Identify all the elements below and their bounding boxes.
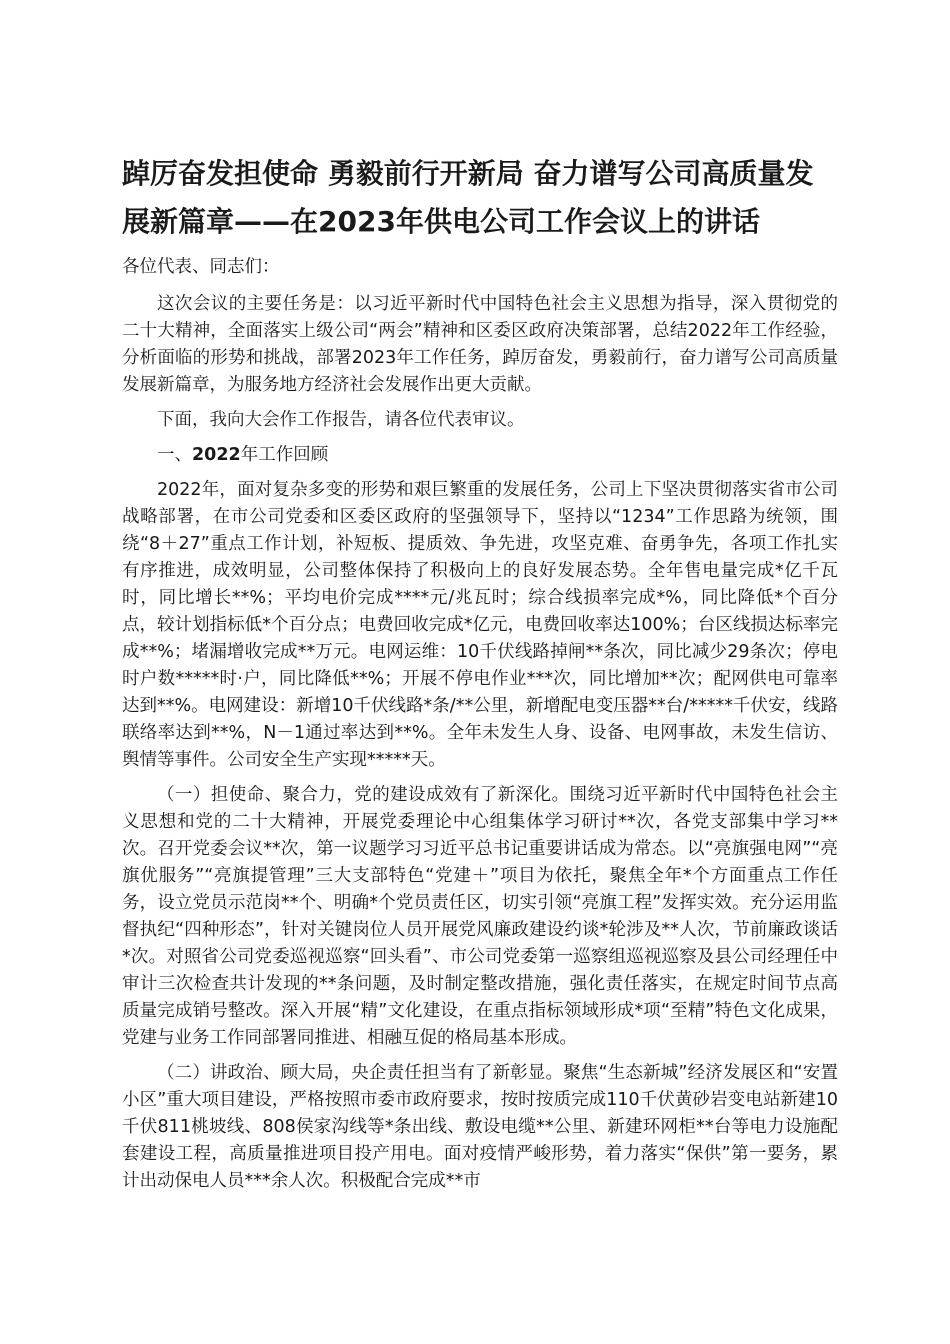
section-suffix: 年工作回顾 bbox=[240, 445, 329, 465]
section-prefix: 一、 bbox=[157, 445, 192, 465]
document-title bbox=[122, 150, 838, 246]
subsection-paragraph: （一）担使命、聚合力，党的建设成效有了新深化。围绕习近平新时代中国特色社会主义思想和党的二十大精神，开展党委理论中心组集体学习研讨**次，各党支部集中学习**次。召开党委会议**次，第一议题学习习近平总书记重要讲话成为常态。以“亮旗强电网”“亮旗优服务”“亮旗提管理”三大支部特色“党建＋”项目为依托，聚焦全年*个方面重点工作任务，设立党员示范岗**个、明确*个党员责任区，切实引领“亮旗工程”发挥实效。充分运用监督执纪“四种形态”，针对关键岗位人员开展党风廉政建设约谈*轮涉及**人次，节前廉政谈话*次。对照省公司党委巡视巡察“回头看”、市公司党委第一巡察组巡视巡察及县公司经理任中审计三次检查共计发现的**条问题，及时制定整改措施，强化责任落实，在规定时间节点高质量完成销号整改。深入开展“精”文化建设，在重点指标领域形成*项“至精”特色文化成果，党建与业务工作同部署同推进、相融互促的格局基本形成。 bbox=[122, 785, 838, 1048]
paragraph: 下面，我向大会作工作报告，请各位代表审议。 bbox=[157, 410, 525, 430]
salutation: 各位代表、同志们： bbox=[122, 257, 280, 277]
title-year: 2023 bbox=[318, 205, 396, 238]
document-page bbox=[122, 150, 838, 1203]
title-text-end: 年供电公司工作会议上的讲话 bbox=[395, 205, 760, 238]
section-year: 2022 bbox=[192, 445, 241, 465]
title-text: 踔厉奋发担使命 勇毅前行开新局 奋力谱写公司高质量发展新篇章——在 bbox=[122, 157, 814, 238]
paragraph: 这次会议的主要任务是：以习近平新时代中国特色社会主义思想为指导，深入贯彻党的二十大精神，全面落实上级公司“两会”精神和区委区政府决策部署，总结2022年工作经验，分析面临的形势和挑战，部署2023年工作任务，踔厉奋发，勇毅前行，奋力谱写公司高质量发展新篇章，为服务地方经济社会发展作出更大贡献。 bbox=[122, 294, 838, 395]
review-paragraph: 2022年，面对复杂多变的形势和艰巨繁重的发展任务，公司上下坚决贯彻落实省市公司战略部署，在市公司党委和区委区政府的坚强领导下，坚持以“1234”工作思路为统领，围绕“8＋27”重点工作计划，补短板、提质效、争先进，攻坚克难、奋勇争先，各项工作扎实有序推进，成效明显，公司整体保持了积极向上的良好发展态势。全年售电量完成*亿千瓦时，同比增长**%；平均电价完成****元/兆瓦时；综合线损率完成*%，同比降低*个百分点，较计划指标低*个百分点；电费回收完成*亿元，电费回收率达100%；台区线损达标率完成**%；堵漏增收完成**万元。电网运维：10千伏线路掉闸**条次，同比减少29条次；停电时户数*****时·户，同比降低**%；开展不停电作业***次，同比增加**次；配网供电可靠率达到**%。电网建设：新增10千伏线路*条/**公里，新增配电变压器**台/*****千伏安，线路联络率达到**%，N－1通过率达到**%。全年未发生人身、设备、电网事故，未发生信访、舆情等事件。公司安全生产实现*****天。 bbox=[122, 480, 838, 770]
section-heading bbox=[122, 442, 838, 469]
subsection-paragraph: （二）讲政治、顾大局，央企责任担当有了新彰显。聚焦“生态新城”经济发展区和“安置小区”重大项目建设，严格按照市委市政府要求，按时按质完成110千伏黄砂岩变电站新建10千伏811桃坡线、808侯家沟线等*条出线、敷设电缆**公里、新建环网柜**台等电力设施配套建设工程，高质量推进项目投产用电。面对疫情严峻形势，着力落实“保供”第一要务，累计出动保电人员***余人次。积极配合完成**市 bbox=[122, 1063, 838, 1191]
